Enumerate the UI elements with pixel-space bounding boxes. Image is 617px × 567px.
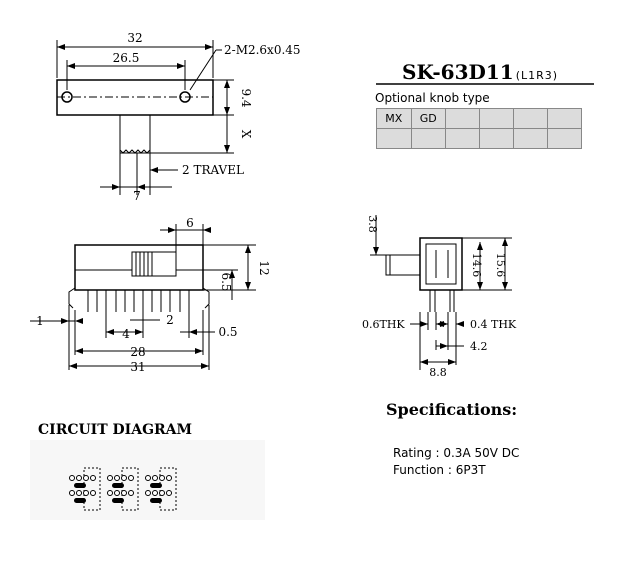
knob-cell xyxy=(411,129,445,149)
side-view-drawing xyxy=(340,200,530,380)
knob-option-gd: GD xyxy=(411,109,445,129)
dim-right-thk: 0.4 THK xyxy=(470,318,517,331)
dim-pin: 0.5 xyxy=(218,325,238,339)
knob-label: Optional knob type xyxy=(375,91,490,105)
dim-depth: 8.8 xyxy=(429,366,447,379)
dim-holes: 26.5 xyxy=(112,51,140,65)
spec-function: Function : 6P3T xyxy=(393,463,486,477)
dim-body-h: 14.6 xyxy=(470,252,483,278)
dim-pin-span: 4.2 xyxy=(470,340,488,353)
dim-holes-note: 2-M2.6x0.45 xyxy=(224,43,301,57)
knob-option-5 xyxy=(513,109,547,129)
circuit-title: CIRCUIT DIAGRAM xyxy=(38,422,193,438)
dim-overall: 32 xyxy=(127,31,143,45)
dim-edge: 1 xyxy=(36,314,44,328)
dim-height-body: 6.5 xyxy=(219,272,233,292)
knob-top xyxy=(120,115,150,153)
dim-total-h: 15.6 xyxy=(494,252,507,278)
dim-knob-width: 7 xyxy=(133,189,141,203)
dim-pitch-b: 2 xyxy=(166,313,174,327)
knob-cell xyxy=(377,129,412,149)
model-name: SK-63D11 xyxy=(402,60,514,84)
knob-option-4 xyxy=(479,109,513,129)
knob-table xyxy=(376,108,582,149)
dim-height-total: 12 xyxy=(257,260,271,276)
slider xyxy=(132,252,176,276)
dim-slot: 6 xyxy=(186,216,194,230)
specs-title: Specifications: xyxy=(386,400,518,419)
dim-left-thk: 0.6THK xyxy=(362,318,405,331)
dim-knob-x: X xyxy=(239,129,253,139)
dim-width: 31 xyxy=(130,360,146,374)
dim-knob-top: 3.8 xyxy=(366,215,379,233)
spec-rating: Rating : 0.3A 50V DC xyxy=(393,446,520,460)
knob-option-6 xyxy=(547,109,581,129)
dim-height: 9.4 xyxy=(239,88,253,108)
knob-side xyxy=(386,255,420,275)
knob-cell xyxy=(479,129,513,149)
knob-cell xyxy=(513,129,547,149)
dim-pins-span: 28 xyxy=(130,345,146,359)
model-suffix: (L1R3) xyxy=(515,69,559,82)
circuit-diagram xyxy=(30,440,265,520)
dim-travel: 2 TRAVEL xyxy=(182,163,244,177)
front-view-drawing xyxy=(0,210,300,385)
top-view-drawing xyxy=(0,0,360,210)
knob-cell xyxy=(547,129,581,149)
knob-option-mx: MX xyxy=(377,109,412,129)
knob-cell xyxy=(445,129,479,149)
pins xyxy=(88,290,189,312)
knob-option-3 xyxy=(445,109,479,129)
dim-pitch-a: 4 xyxy=(122,327,130,341)
